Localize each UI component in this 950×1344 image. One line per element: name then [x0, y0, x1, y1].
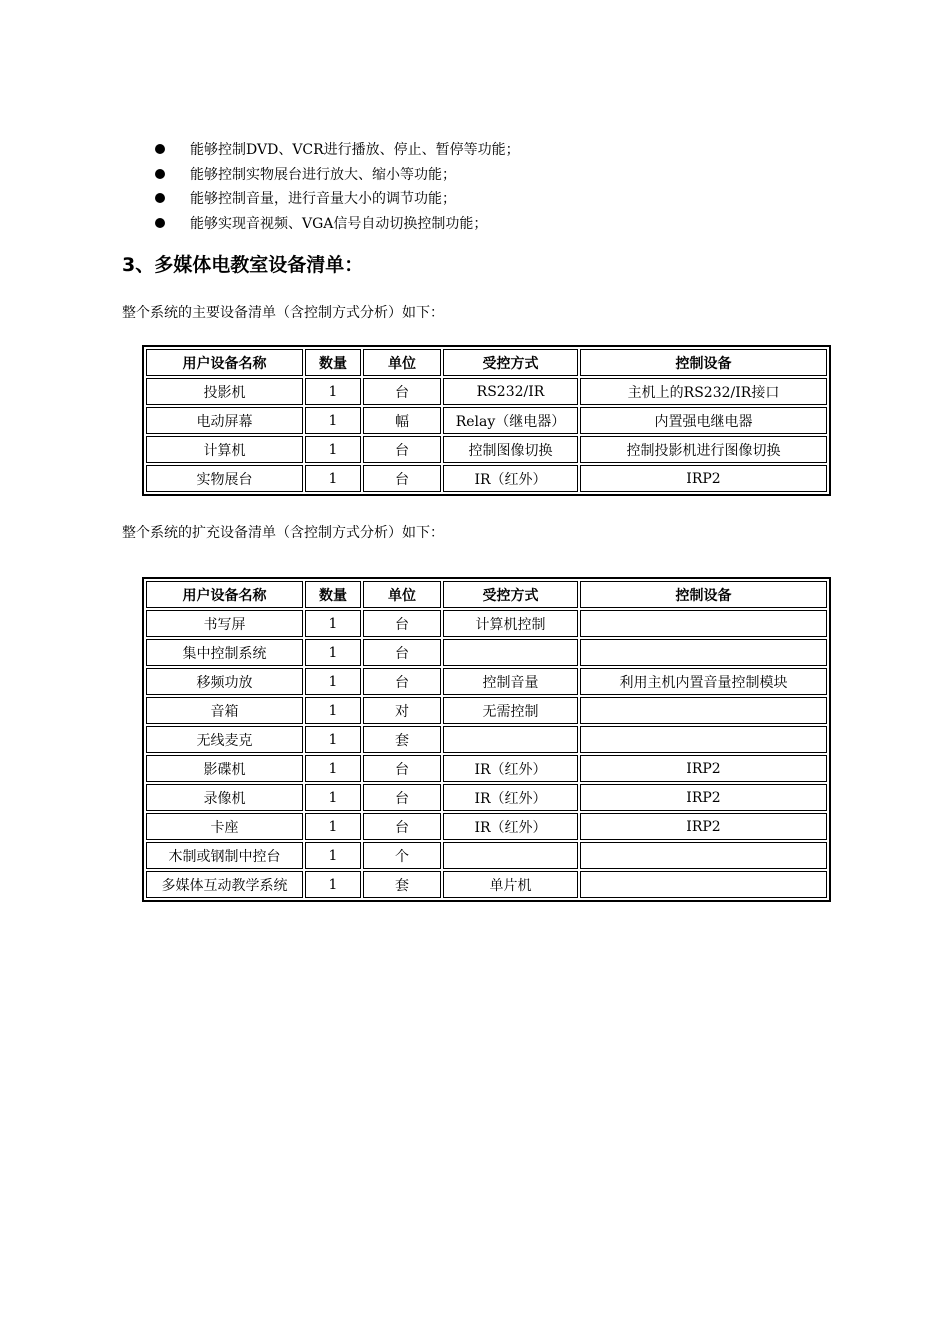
cell-device-name: 多媒体互动教学系统 — [146, 871, 303, 898]
cell-control-method: 计算机控制 — [443, 610, 578, 637]
table-row — [146, 755, 827, 782]
cell-control-device — [580, 726, 827, 753]
cell-quantity: 1 — [305, 842, 361, 869]
cell-unit: 幅 — [363, 407, 441, 434]
cell-unit: 个 — [363, 842, 441, 869]
header-control-device: 控制设备 — [580, 581, 827, 608]
main-equipment-table — [142, 345, 831, 496]
table-header-row — [146, 349, 827, 376]
cell-control-device: IRP2 — [580, 465, 827, 492]
cell-control-method: RS232/IR — [443, 378, 578, 405]
bullet-text: 能够控制音量，进行音量大小的调节功能； — [190, 191, 456, 207]
table-row — [146, 378, 827, 405]
cell-control-method: Relay（继电器） — [443, 407, 578, 434]
cell-quantity: 1 — [305, 755, 361, 782]
cell-control-device: 主机上的RS232/IR接口 — [580, 378, 827, 405]
cell-control-method — [443, 842, 578, 869]
cell-quantity: 1 — [305, 465, 361, 492]
extended-equipment-intro: 整个系统的扩充设备清单（含控制方式分析）如下： — [122, 525, 444, 541]
cell-control-method: IR（红外） — [443, 755, 578, 782]
cell-control-device: IRP2 — [580, 813, 827, 840]
main-equipment-intro: 整个系统的主要设备清单（含控制方式分析）如下： — [122, 305, 444, 321]
bullet-text: 能够控制DVD、VCR进行播放、停止、暂停等功能； — [190, 142, 520, 158]
table-row — [146, 842, 827, 869]
bullet-dot-icon — [155, 193, 165, 203]
feature-bullet-list — [155, 138, 520, 236]
table-header-row — [146, 581, 827, 608]
cell-device-name: 书写屏 — [146, 610, 303, 637]
cell-unit: 台 — [363, 639, 441, 666]
cell-quantity: 1 — [305, 697, 361, 724]
cell-device-name: 录像机 — [146, 784, 303, 811]
bullet-text: 能够控制实物展台进行放大、缩小等功能； — [190, 166, 456, 183]
header-quantity: 数量 — [305, 349, 361, 376]
header-control-method: 受控方式 — [443, 581, 578, 608]
bullet-text: 能够实现音视频、VGA信号自动切换控制功能； — [190, 215, 488, 232]
table-row — [146, 784, 827, 811]
cell-unit: 台 — [363, 436, 441, 463]
bullet-item — [155, 212, 520, 237]
cell-quantity: 1 — [305, 407, 361, 434]
section-heading: 3、多媒体电教室设备清单： — [122, 254, 364, 276]
cell-control-method: 单片机 — [443, 871, 578, 898]
cell-control-method — [443, 726, 578, 753]
cell-control-device — [580, 639, 827, 666]
cell-control-method: IR（红外） — [443, 465, 578, 492]
table-row — [146, 407, 827, 434]
table-row — [146, 813, 827, 840]
header-control-device: 控制设备 — [580, 349, 827, 376]
cell-control-method — [443, 639, 578, 666]
cell-quantity: 1 — [305, 668, 361, 695]
table-row — [146, 639, 827, 666]
cell-quantity: 1 — [305, 726, 361, 753]
cell-unit: 台 — [363, 378, 441, 405]
cell-device-name: 无线麦克 — [146, 726, 303, 753]
cell-unit: 台 — [363, 813, 441, 840]
cell-unit: 台 — [363, 784, 441, 811]
header-device-name: 用户设备名称 — [146, 581, 303, 608]
cell-control-device: 内置强电继电器 — [580, 407, 827, 434]
table-row — [146, 610, 827, 637]
cell-unit: 台 — [363, 755, 441, 782]
cell-quantity: 1 — [305, 813, 361, 840]
cell-control-device: IRP2 — [580, 784, 827, 811]
cell-device-name: 电动屏幕 — [146, 407, 303, 434]
cell-quantity: 1 — [305, 639, 361, 666]
table-row — [146, 436, 827, 463]
table-row — [146, 871, 827, 898]
bullet-dot-icon — [155, 144, 165, 154]
bullet-item — [155, 187, 520, 212]
table-row — [146, 726, 827, 753]
bullet-dot-icon — [155, 218, 165, 228]
cell-device-name: 集中控制系统 — [146, 639, 303, 666]
extended-equipment-table — [142, 577, 831, 902]
cell-control-device: IRP2 — [580, 755, 827, 782]
cell-unit: 台 — [363, 668, 441, 695]
cell-control-device: 控制投影机进行图像切换 — [580, 436, 827, 463]
cell-control-method: 控制图像切换 — [443, 436, 578, 463]
cell-device-name: 卡座 — [146, 813, 303, 840]
cell-device-name: 影碟机 — [146, 755, 303, 782]
cell-quantity: 1 — [305, 436, 361, 463]
cell-control-device — [580, 697, 827, 724]
cell-unit: 套 — [363, 871, 441, 898]
bullet-item — [155, 163, 520, 188]
header-unit: 单位 — [363, 581, 441, 608]
cell-unit: 对 — [363, 697, 441, 724]
table-row — [146, 697, 827, 724]
cell-control-device — [580, 610, 827, 637]
cell-quantity: 1 — [305, 378, 361, 405]
cell-control-method: 控制音量 — [443, 668, 578, 695]
table-row — [146, 465, 827, 492]
table-row — [146, 668, 827, 695]
header-unit: 单位 — [363, 349, 441, 376]
cell-device-name: 实物展台 — [146, 465, 303, 492]
cell-control-device: 利用主机内置音量控制模块 — [580, 668, 827, 695]
cell-control-device — [580, 842, 827, 869]
cell-control-method: IR（红外） — [443, 784, 578, 811]
cell-quantity: 1 — [305, 784, 361, 811]
bullet-item — [155, 138, 520, 163]
cell-unit: 台 — [363, 610, 441, 637]
cell-device-name: 移频功放 — [146, 668, 303, 695]
header-device-name: 用户设备名称 — [146, 349, 303, 376]
cell-device-name: 木制或钢制中控台 — [146, 842, 303, 869]
cell-device-name: 音箱 — [146, 697, 303, 724]
cell-unit: 套 — [363, 726, 441, 753]
bullet-dot-icon — [155, 169, 165, 179]
cell-control-method: IR（红外） — [443, 813, 578, 840]
cell-control-device — [580, 871, 827, 898]
cell-quantity: 1 — [305, 871, 361, 898]
cell-device-name: 投影机 — [146, 378, 303, 405]
header-control-method: 受控方式 — [443, 349, 578, 376]
cell-quantity: 1 — [305, 610, 361, 637]
cell-device-name: 计算机 — [146, 436, 303, 463]
cell-control-method: 无需控制 — [443, 697, 578, 724]
cell-unit: 台 — [363, 465, 441, 492]
header-quantity: 数量 — [305, 581, 361, 608]
